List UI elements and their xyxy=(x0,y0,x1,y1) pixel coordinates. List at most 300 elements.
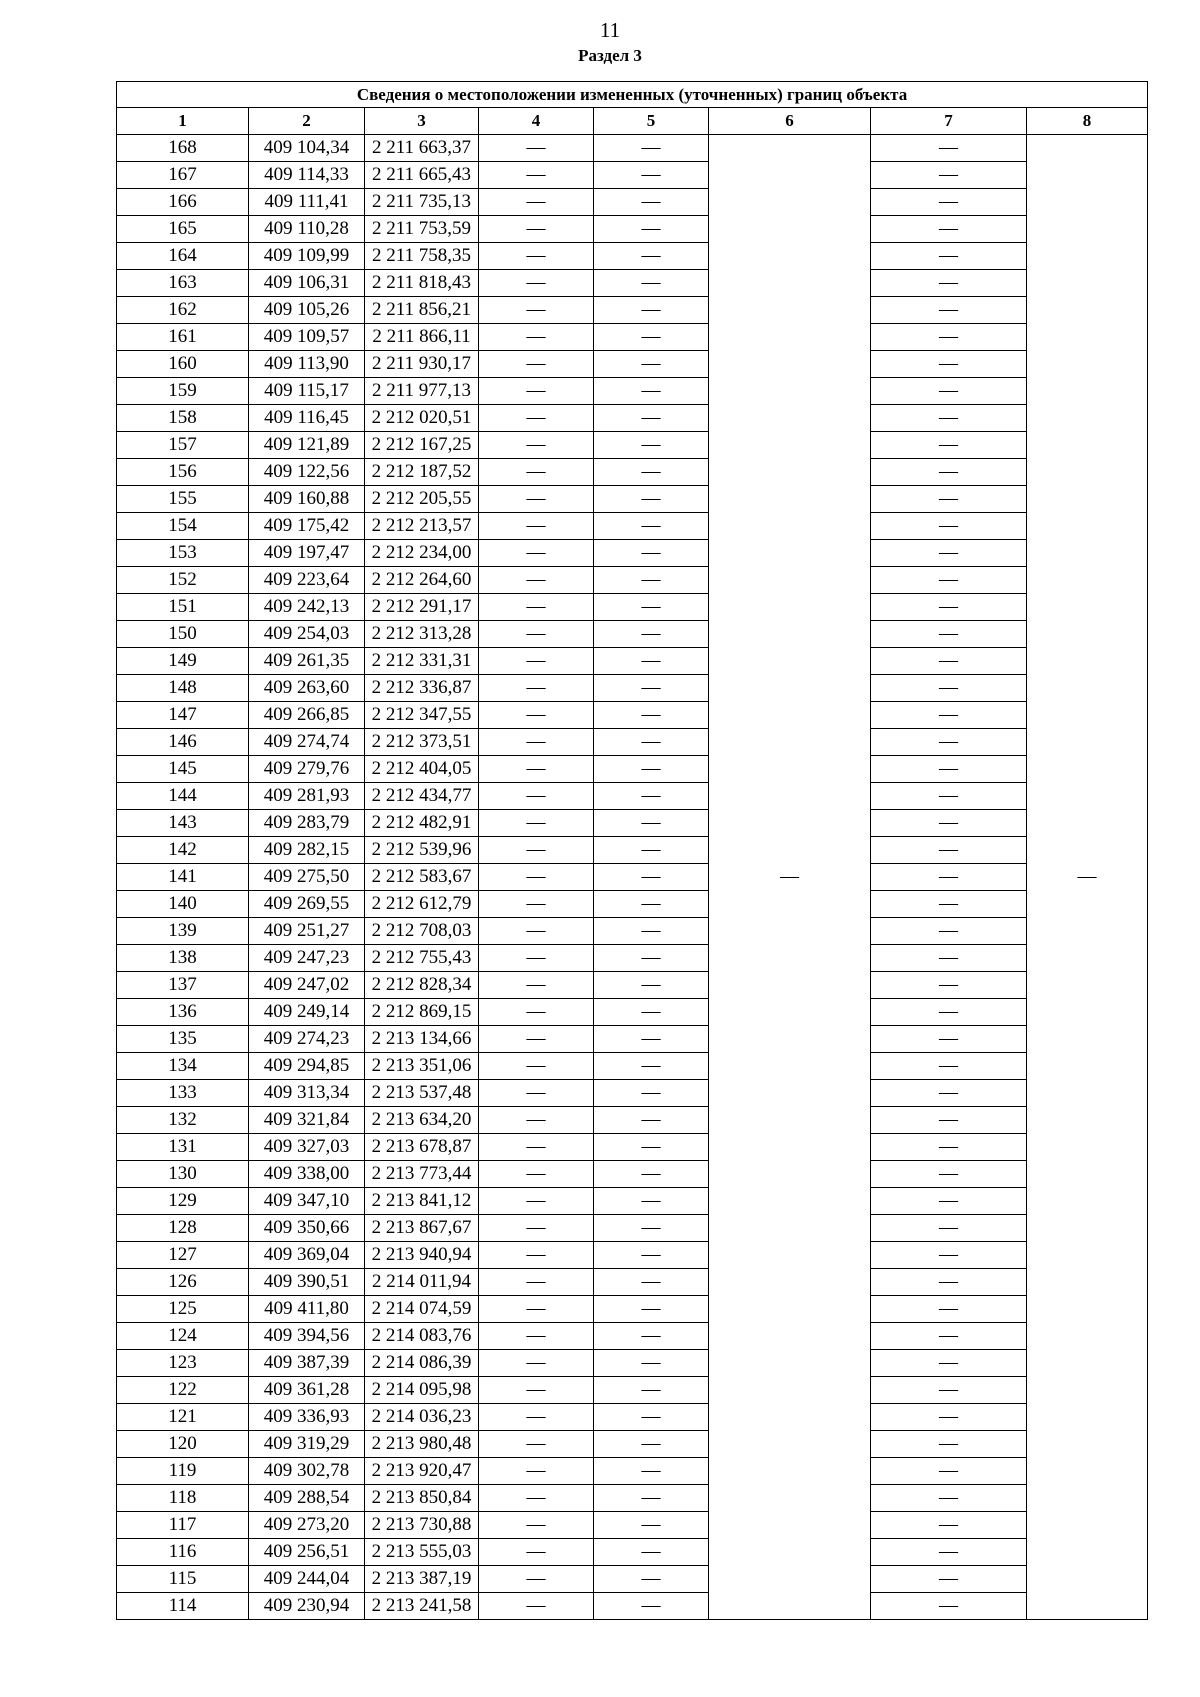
point-number-cell: 134 xyxy=(117,1053,249,1080)
y-coordinate-cell: 2 212 205,55 xyxy=(365,486,479,513)
table-row xyxy=(117,1053,1148,1080)
y-coordinate-cell: 2 213 980,48 xyxy=(365,1431,479,1458)
col7-dash-cell: — xyxy=(871,1458,1027,1485)
table-row xyxy=(117,567,1148,594)
col7-dash-cell: — xyxy=(871,486,1027,513)
col7-dash-cell: — xyxy=(871,1188,1027,1215)
x-coordinate-cell: 409 361,28 xyxy=(249,1377,365,1404)
col7-dash-cell: — xyxy=(871,621,1027,648)
col5-dash-cell: — xyxy=(594,540,709,567)
point-number-cell: 140 xyxy=(117,891,249,918)
col5-dash-cell: — xyxy=(594,891,709,918)
x-coordinate-cell: 409 283,79 xyxy=(249,810,365,837)
x-coordinate-cell: 409 175,42 xyxy=(249,513,365,540)
col5-dash-cell: — xyxy=(594,135,709,162)
table-row xyxy=(117,432,1148,459)
point-number-cell: 122 xyxy=(117,1377,249,1404)
col4-dash-cell: — xyxy=(479,135,594,162)
col7-dash-cell: — xyxy=(871,972,1027,999)
col5-dash-cell: — xyxy=(594,351,709,378)
col7-dash-cell: — xyxy=(871,1431,1027,1458)
point-number-cell: 114 xyxy=(117,1593,249,1620)
table-row xyxy=(117,216,1148,243)
table-row xyxy=(117,1539,1148,1566)
point-number-cell: 126 xyxy=(117,1269,249,1296)
x-coordinate-cell: 409 122,56 xyxy=(249,459,365,486)
table-row xyxy=(117,1485,1148,1512)
x-coordinate-cell: 409 263,60 xyxy=(249,675,365,702)
point-number-cell: 115 xyxy=(117,1566,249,1593)
point-number-cell: 154 xyxy=(117,513,249,540)
col4-dash-cell: — xyxy=(479,1161,594,1188)
y-coordinate-cell: 2 214 036,23 xyxy=(365,1404,479,1431)
col5-dash-cell: — xyxy=(594,756,709,783)
col5-dash-cell: — xyxy=(594,1296,709,1323)
x-coordinate-cell: 409 251,27 xyxy=(249,918,365,945)
col5-dash-cell: — xyxy=(594,216,709,243)
col7-dash-cell: — xyxy=(871,567,1027,594)
x-coordinate-cell: 409 242,13 xyxy=(249,594,365,621)
x-coordinate-cell: 409 110,28 xyxy=(249,216,365,243)
col7-dash-cell: — xyxy=(871,1566,1027,1593)
table-row xyxy=(117,1566,1148,1593)
table-row xyxy=(117,1296,1148,1323)
y-coordinate-cell: 2 214 083,76 xyxy=(365,1323,479,1350)
col4-dash-cell: — xyxy=(479,270,594,297)
col4-dash-cell: — xyxy=(479,621,594,648)
col7-dash-cell: — xyxy=(871,1107,1027,1134)
col7-dash-cell: — xyxy=(871,405,1027,432)
table-row xyxy=(117,1269,1148,1296)
col5-dash-cell: — xyxy=(594,1269,709,1296)
column-number-2: 2 xyxy=(249,108,365,135)
col4-dash-cell: — xyxy=(479,1485,594,1512)
col7-dash-cell: — xyxy=(871,1350,1027,1377)
col4-dash-cell: — xyxy=(479,648,594,675)
col5-dash-cell: — xyxy=(594,1161,709,1188)
table-row xyxy=(117,1242,1148,1269)
col5-dash-cell: — xyxy=(594,1188,709,1215)
y-coordinate-cell: 2 213 850,84 xyxy=(365,1485,479,1512)
col5-dash-cell: — xyxy=(594,1566,709,1593)
x-coordinate-cell: 409 347,10 xyxy=(249,1188,365,1215)
x-coordinate-cell: 409 261,35 xyxy=(249,648,365,675)
point-number-cell: 159 xyxy=(117,378,249,405)
y-coordinate-cell: 2 212 539,96 xyxy=(365,837,479,864)
point-number-cell: 155 xyxy=(117,486,249,513)
col4-dash-cell: — xyxy=(479,1107,594,1134)
col7-dash-cell: — xyxy=(871,1053,1027,1080)
col5-dash-cell: — xyxy=(594,324,709,351)
col5-dash-cell: — xyxy=(594,729,709,756)
col7-dash-cell: — xyxy=(871,1485,1027,1512)
col4-dash-cell: — xyxy=(479,243,594,270)
y-coordinate-cell: 2 214 086,39 xyxy=(365,1350,479,1377)
col7-dash-cell: — xyxy=(871,351,1027,378)
x-coordinate-cell: 409 336,93 xyxy=(249,1404,365,1431)
col7-dash-cell: — xyxy=(871,513,1027,540)
point-number-cell: 117 xyxy=(117,1512,249,1539)
col4-dash-cell: — xyxy=(479,1404,594,1431)
col5-dash-cell: — xyxy=(594,378,709,405)
point-number-cell: 118 xyxy=(117,1485,249,1512)
col5-dash-cell: — xyxy=(594,1080,709,1107)
point-number-cell: 147 xyxy=(117,702,249,729)
y-coordinate-cell: 2 212 020,51 xyxy=(365,405,479,432)
point-number-cell: 166 xyxy=(117,189,249,216)
col4-dash-cell: — xyxy=(479,1080,594,1107)
col7-dash-cell: — xyxy=(871,1242,1027,1269)
table-row xyxy=(117,1404,1148,1431)
x-coordinate-cell: 409 114,33 xyxy=(249,162,365,189)
col7-dash-cell: — xyxy=(871,216,1027,243)
y-coordinate-cell: 2 212 612,79 xyxy=(365,891,479,918)
x-coordinate-cell: 409 104,34 xyxy=(249,135,365,162)
table-row xyxy=(117,810,1148,837)
point-number-cell: 125 xyxy=(117,1296,249,1323)
col4-dash-cell: — xyxy=(479,1539,594,1566)
col5-dash-cell: — xyxy=(594,1431,709,1458)
col7-dash-cell: — xyxy=(871,1215,1027,1242)
table-row xyxy=(117,999,1148,1026)
col5-dash-cell: — xyxy=(594,864,709,891)
col7-dash-cell: — xyxy=(871,1539,1027,1566)
y-coordinate-cell: 2 211 735,13 xyxy=(365,189,479,216)
col5-dash-cell: — xyxy=(594,810,709,837)
table-row xyxy=(117,675,1148,702)
column-number-3: 3 xyxy=(365,108,479,135)
col7-dash-cell: — xyxy=(871,891,1027,918)
x-coordinate-cell: 409 313,34 xyxy=(249,1080,365,1107)
col8-merged-cell: — xyxy=(1027,135,1148,1620)
x-coordinate-cell: 409 160,88 xyxy=(249,486,365,513)
y-coordinate-cell: 2 212 482,91 xyxy=(365,810,479,837)
point-number-cell: 120 xyxy=(117,1431,249,1458)
col5-dash-cell: — xyxy=(594,513,709,540)
point-number-cell: 124 xyxy=(117,1323,249,1350)
y-coordinate-cell: 2 212 291,17 xyxy=(365,594,479,621)
x-coordinate-cell: 409 256,51 xyxy=(249,1539,365,1566)
col5-dash-cell: — xyxy=(594,702,709,729)
point-number-cell: 123 xyxy=(117,1350,249,1377)
col4-dash-cell: — xyxy=(479,1134,594,1161)
column-number-1: 1 xyxy=(117,108,249,135)
col6-merged-cell: — xyxy=(709,135,871,1620)
y-coordinate-cell: 2 213 867,67 xyxy=(365,1215,479,1242)
y-coordinate-cell: 2 212 404,05 xyxy=(365,756,479,783)
col7-dash-cell: — xyxy=(871,1134,1027,1161)
x-coordinate-cell: 409 254,03 xyxy=(249,621,365,648)
y-coordinate-cell: 2 213 387,19 xyxy=(365,1566,479,1593)
column-number-5: 5 xyxy=(594,108,709,135)
col5-dash-cell: — xyxy=(594,1458,709,1485)
point-number-cell: 158 xyxy=(117,405,249,432)
col7-dash-cell: — xyxy=(871,783,1027,810)
column-number-6: 6 xyxy=(709,108,871,135)
y-coordinate-cell: 2 212 755,43 xyxy=(365,945,479,972)
col5-dash-cell: — xyxy=(594,972,709,999)
col4-dash-cell: — xyxy=(479,972,594,999)
col5-dash-cell: — xyxy=(594,1404,709,1431)
table-row xyxy=(117,729,1148,756)
y-coordinate-cell: 2 212 347,55 xyxy=(365,702,479,729)
y-coordinate-cell: 2 212 264,60 xyxy=(365,567,479,594)
x-coordinate-cell: 409 302,78 xyxy=(249,1458,365,1485)
col5-dash-cell: — xyxy=(594,297,709,324)
point-number-cell: 161 xyxy=(117,324,249,351)
point-number-cell: 128 xyxy=(117,1215,249,1242)
col7-dash-cell: — xyxy=(871,1377,1027,1404)
col7-dash-cell: — xyxy=(871,540,1027,567)
col4-dash-cell: — xyxy=(479,1431,594,1458)
col4-dash-cell: — xyxy=(479,1026,594,1053)
table-row xyxy=(117,405,1148,432)
y-coordinate-cell: 2 212 583,67 xyxy=(365,864,479,891)
col4-dash-cell: — xyxy=(479,540,594,567)
x-coordinate-cell: 409 387,39 xyxy=(249,1350,365,1377)
x-coordinate-cell: 409 197,47 xyxy=(249,540,365,567)
x-coordinate-cell: 409 247,02 xyxy=(249,972,365,999)
col7-dash-cell: — xyxy=(871,162,1027,189)
col4-dash-cell: — xyxy=(479,891,594,918)
table-caption: Сведения о местоположении измененных (уточненных) границ объекта xyxy=(117,82,1148,108)
table-row xyxy=(117,594,1148,621)
point-number-cell: 132 xyxy=(117,1107,249,1134)
y-coordinate-cell: 2 213 920,47 xyxy=(365,1458,479,1485)
y-coordinate-cell: 2 212 313,28 xyxy=(365,621,479,648)
table-row xyxy=(117,1107,1148,1134)
table-row xyxy=(117,1458,1148,1485)
y-coordinate-cell: 2 212 373,51 xyxy=(365,729,479,756)
col7-dash-cell: — xyxy=(871,135,1027,162)
col5-dash-cell: — xyxy=(594,648,709,675)
table-row xyxy=(117,1080,1148,1107)
point-number-cell: 141 xyxy=(117,864,249,891)
col4-dash-cell: — xyxy=(479,999,594,1026)
table-row xyxy=(117,621,1148,648)
col4-dash-cell: — xyxy=(479,594,594,621)
col4-dash-cell: — xyxy=(479,216,594,243)
col5-dash-cell: — xyxy=(594,1512,709,1539)
col4-dash-cell: — xyxy=(479,810,594,837)
point-number-cell: 143 xyxy=(117,810,249,837)
y-coordinate-cell: 2 211 930,17 xyxy=(365,351,479,378)
y-coordinate-cell: 2 212 234,00 xyxy=(365,540,479,567)
column-number-8: 8 xyxy=(1027,108,1148,135)
col5-dash-cell: — xyxy=(594,621,709,648)
col5-dash-cell: — xyxy=(594,1107,709,1134)
y-coordinate-cell: 2 211 977,13 xyxy=(365,378,479,405)
table-row xyxy=(117,783,1148,810)
table-row xyxy=(117,1215,1148,1242)
y-coordinate-cell: 2 213 241,58 xyxy=(365,1593,479,1620)
point-number-cell: 129 xyxy=(117,1188,249,1215)
col7-dash-cell: — xyxy=(871,729,1027,756)
col4-dash-cell: — xyxy=(479,864,594,891)
col4-dash-cell: — xyxy=(479,324,594,351)
y-coordinate-cell: 2 213 555,03 xyxy=(365,1539,479,1566)
point-number-cell: 138 xyxy=(117,945,249,972)
col5-dash-cell: — xyxy=(594,999,709,1026)
table-row xyxy=(117,891,1148,918)
table-row xyxy=(117,1134,1148,1161)
y-coordinate-cell: 2 213 940,94 xyxy=(365,1242,479,1269)
col7-dash-cell: — xyxy=(871,189,1027,216)
x-coordinate-cell: 409 230,94 xyxy=(249,1593,365,1620)
table-row xyxy=(117,648,1148,675)
y-coordinate-cell: 2 211 663,37 xyxy=(365,135,479,162)
table-row xyxy=(117,1188,1148,1215)
col4-dash-cell: — xyxy=(479,1350,594,1377)
x-coordinate-cell: 409 274,74 xyxy=(249,729,365,756)
point-number-cell: 133 xyxy=(117,1080,249,1107)
col7-dash-cell: — xyxy=(871,837,1027,864)
x-coordinate-cell: 409 338,00 xyxy=(249,1161,365,1188)
table-row xyxy=(117,324,1148,351)
table-row xyxy=(117,1431,1148,1458)
y-coordinate-cell: 2 212 336,87 xyxy=(365,675,479,702)
col5-dash-cell: — xyxy=(594,1377,709,1404)
point-number-cell: 131 xyxy=(117,1134,249,1161)
table-row xyxy=(117,162,1148,189)
x-coordinate-cell: 409 279,76 xyxy=(249,756,365,783)
col4-dash-cell: — xyxy=(479,837,594,864)
col4-dash-cell: — xyxy=(479,1269,594,1296)
col5-dash-cell: — xyxy=(594,1485,709,1512)
col4-dash-cell: — xyxy=(479,945,594,972)
y-coordinate-cell: 2 212 828,34 xyxy=(365,972,479,999)
x-coordinate-cell: 409 319,29 xyxy=(249,1431,365,1458)
x-coordinate-cell: 409 223,64 xyxy=(249,567,365,594)
col4-dash-cell: — xyxy=(479,189,594,216)
y-coordinate-cell: 2 211 866,11 xyxy=(365,324,479,351)
point-number-cell: 156 xyxy=(117,459,249,486)
x-coordinate-cell: 409 106,31 xyxy=(249,270,365,297)
col5-dash-cell: — xyxy=(594,162,709,189)
point-number-cell: 135 xyxy=(117,1026,249,1053)
col5-dash-cell: — xyxy=(594,1593,709,1620)
x-coordinate-cell: 409 244,04 xyxy=(249,1566,365,1593)
x-coordinate-cell: 409 321,84 xyxy=(249,1107,365,1134)
col7-dash-cell: — xyxy=(871,270,1027,297)
col5-dash-cell: — xyxy=(594,1134,709,1161)
col4-dash-cell: — xyxy=(479,459,594,486)
table-row xyxy=(117,702,1148,729)
col7-dash-cell: — xyxy=(871,378,1027,405)
point-number-cell: 137 xyxy=(117,972,249,999)
table-row xyxy=(117,837,1148,864)
col4-dash-cell: — xyxy=(479,1323,594,1350)
table-row xyxy=(117,486,1148,513)
point-number-cell: 160 xyxy=(117,351,249,378)
page-number: 11 xyxy=(599,18,621,42)
table-row xyxy=(117,297,1148,324)
point-number-cell: 144 xyxy=(117,783,249,810)
point-number-cell: 145 xyxy=(117,756,249,783)
x-coordinate-cell: 409 273,20 xyxy=(249,1512,365,1539)
table-row xyxy=(117,918,1148,945)
col7-dash-cell: — xyxy=(871,459,1027,486)
x-coordinate-cell: 409 394,56 xyxy=(249,1323,365,1350)
col5-dash-cell: — xyxy=(594,783,709,810)
y-coordinate-cell: 2 211 818,43 xyxy=(365,270,479,297)
table-row xyxy=(117,1377,1148,1404)
x-coordinate-cell: 409 249,14 xyxy=(249,999,365,1026)
table-row xyxy=(117,189,1148,216)
col7-dash-cell: — xyxy=(871,999,1027,1026)
col7-dash-cell: — xyxy=(871,756,1027,783)
table-row xyxy=(117,351,1148,378)
x-coordinate-cell: 409 266,85 xyxy=(249,702,365,729)
col7-dash-cell: — xyxy=(871,1269,1027,1296)
y-coordinate-cell: 2 212 331,31 xyxy=(365,648,479,675)
col5-dash-cell: — xyxy=(594,837,709,864)
col4-dash-cell: — xyxy=(479,783,594,810)
y-coordinate-cell: 2 213 730,88 xyxy=(365,1512,479,1539)
col5-dash-cell: — xyxy=(594,1215,709,1242)
x-coordinate-cell: 409 247,23 xyxy=(249,945,365,972)
table-body xyxy=(117,135,1148,1620)
x-coordinate-cell: 409 274,23 xyxy=(249,1026,365,1053)
col5-dash-cell: — xyxy=(594,1026,709,1053)
point-number-cell: 119 xyxy=(117,1458,249,1485)
point-number-cell: 163 xyxy=(117,270,249,297)
table-row xyxy=(117,270,1148,297)
point-number-cell: 162 xyxy=(117,297,249,324)
col4-dash-cell: — xyxy=(479,567,594,594)
col7-dash-cell: — xyxy=(871,1323,1027,1350)
col5-dash-cell: — xyxy=(594,1053,709,1080)
point-number-cell: 167 xyxy=(117,162,249,189)
point-number-cell: 127 xyxy=(117,1242,249,1269)
col7-dash-cell: — xyxy=(871,945,1027,972)
x-coordinate-cell: 409 121,89 xyxy=(249,432,365,459)
col4-dash-cell: — xyxy=(479,675,594,702)
table-row xyxy=(117,243,1148,270)
point-number-cell: 152 xyxy=(117,567,249,594)
col5-dash-cell: — xyxy=(594,1323,709,1350)
y-coordinate-cell: 2 213 134,66 xyxy=(365,1026,479,1053)
col7-dash-cell: — xyxy=(871,810,1027,837)
x-coordinate-cell: 409 269,55 xyxy=(249,891,365,918)
col7-dash-cell: — xyxy=(871,324,1027,351)
y-coordinate-cell: 2 213 351,06 xyxy=(365,1053,479,1080)
table-row xyxy=(117,459,1148,486)
col7-dash-cell: — xyxy=(871,1080,1027,1107)
table-row xyxy=(117,945,1148,972)
col7-dash-cell: — xyxy=(871,648,1027,675)
col4-dash-cell: — xyxy=(479,1215,594,1242)
table-row xyxy=(117,540,1148,567)
x-coordinate-cell: 409 116,45 xyxy=(249,405,365,432)
col7-dash-cell: — xyxy=(871,918,1027,945)
col7-dash-cell: — xyxy=(871,297,1027,324)
point-number-cell: 164 xyxy=(117,243,249,270)
col5-dash-cell: — xyxy=(594,1539,709,1566)
col4-dash-cell: — xyxy=(479,378,594,405)
col5-dash-cell: — xyxy=(594,270,709,297)
point-number-cell: 116 xyxy=(117,1539,249,1566)
col7-dash-cell: — xyxy=(871,864,1027,891)
column-number-7: 7 xyxy=(871,108,1027,135)
point-number-cell: 150 xyxy=(117,621,249,648)
table-row xyxy=(117,135,1148,162)
point-number-cell: 148 xyxy=(117,675,249,702)
col7-dash-cell: — xyxy=(871,1404,1027,1431)
table-row xyxy=(117,378,1148,405)
col4-dash-cell: — xyxy=(479,405,594,432)
x-coordinate-cell: 409 294,85 xyxy=(249,1053,365,1080)
